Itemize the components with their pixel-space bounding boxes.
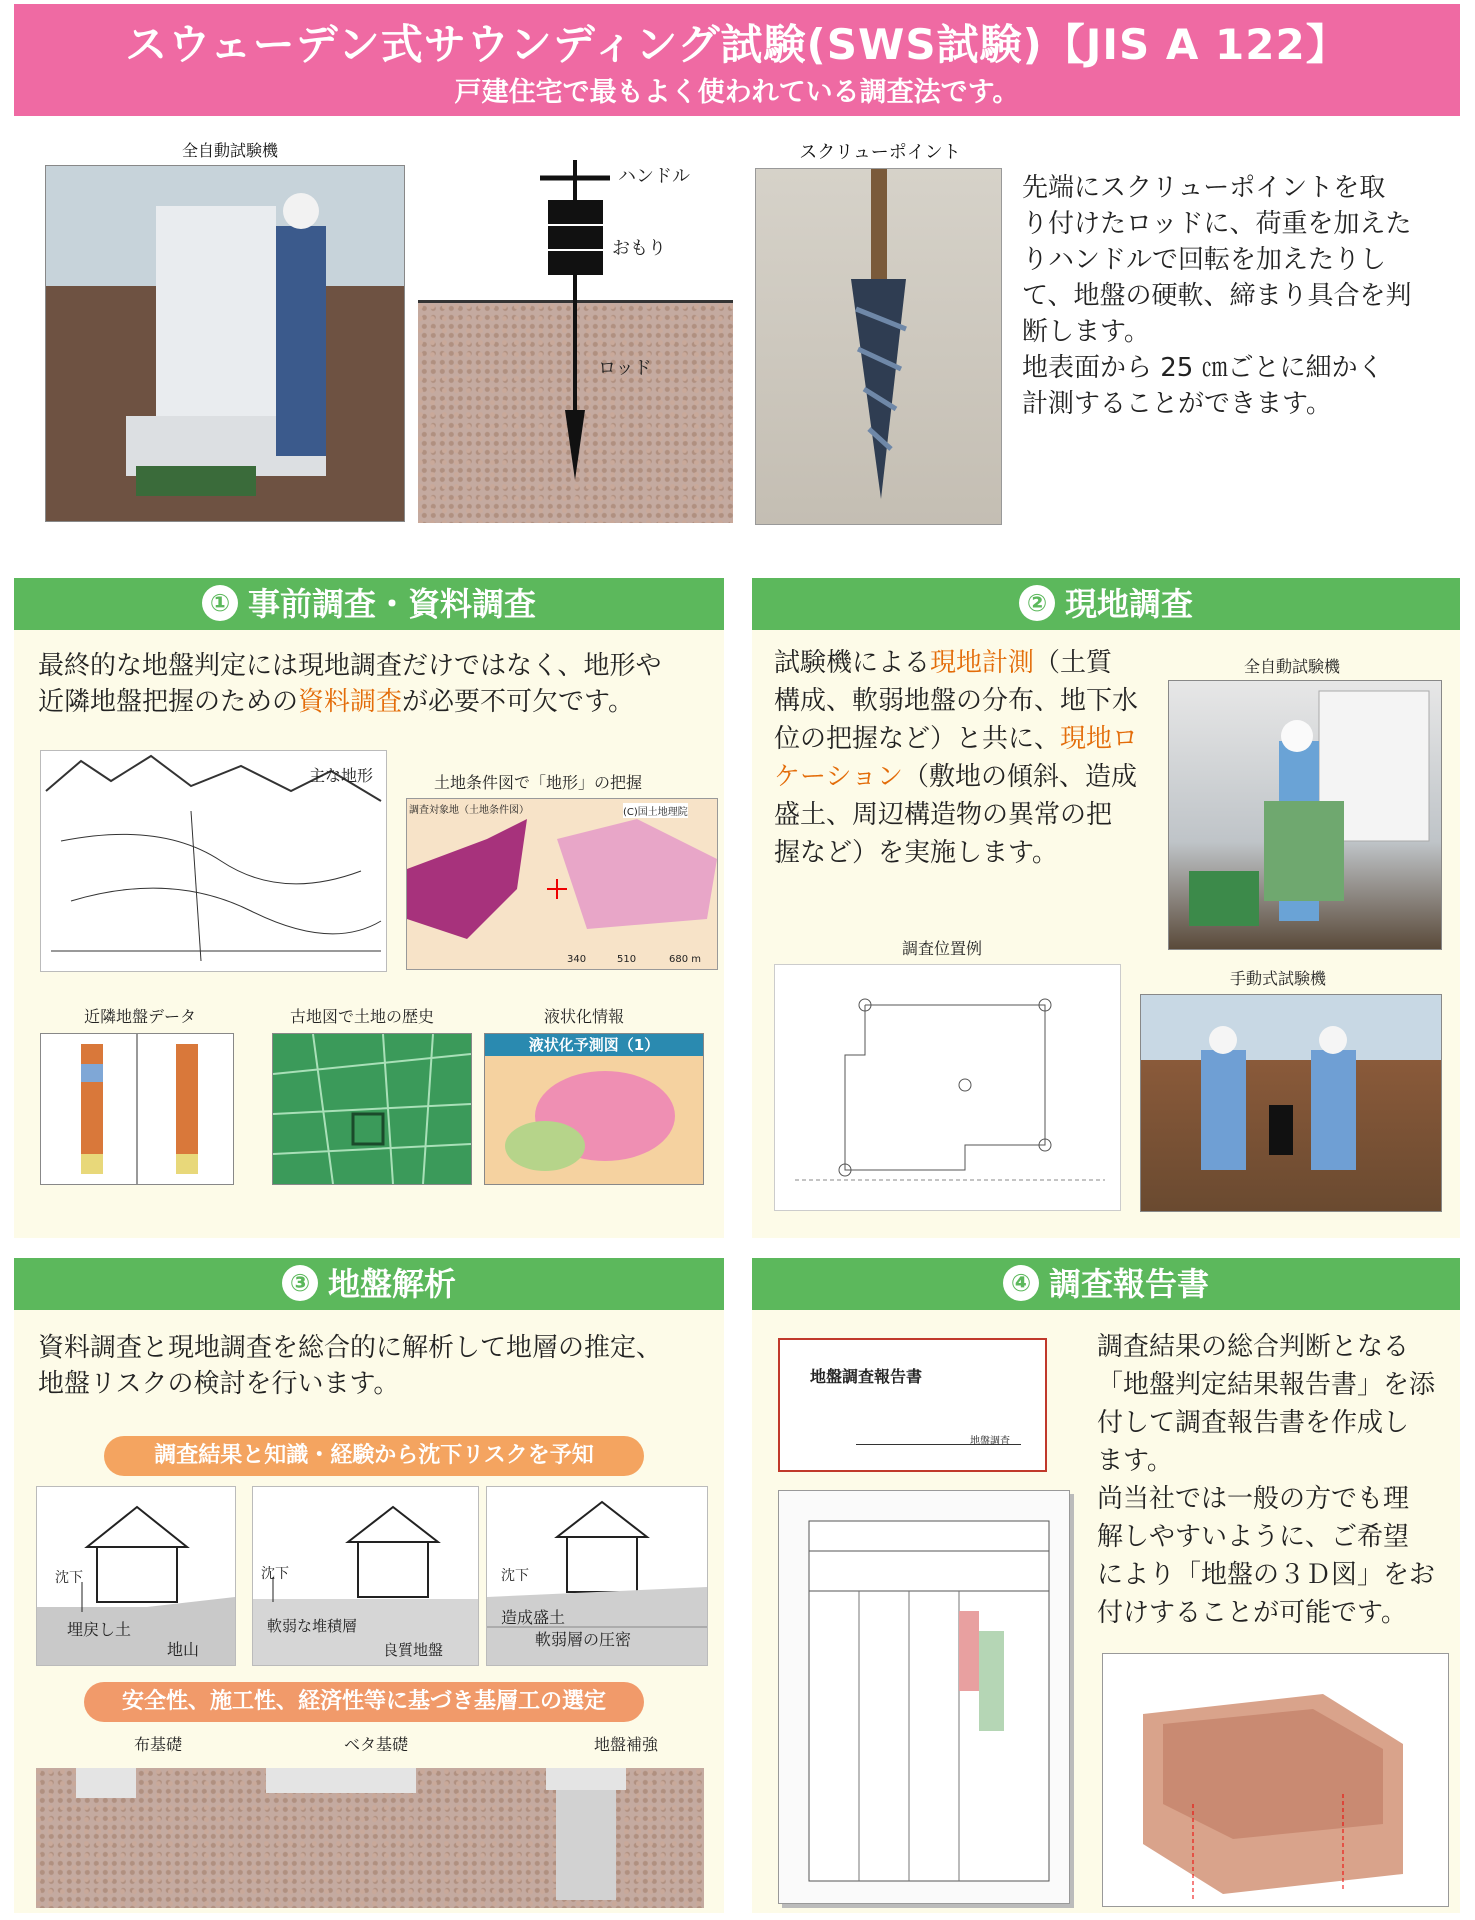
- landmap-credit: (C)国土地理院: [623, 803, 688, 818]
- section-3-panel: [14, 1258, 724, 1913]
- screw-caption: スクリューポイント: [799, 142, 961, 163]
- liquefaction-map-title: 液状化予測図（1）: [485, 1034, 703, 1056]
- old-map-drawing: [273, 1034, 471, 1184]
- terrain-label: 主な地形: [309, 766, 374, 785]
- field-auto-photo: [1168, 680, 1442, 950]
- land-condition-drawing: [407, 799, 717, 969]
- ground-3d-diagram: [1102, 1653, 1449, 1907]
- land-condition-map: [406, 798, 718, 970]
- section-3-header: ③ 地盤解析: [14, 1258, 724, 1310]
- desc-line: りハンドルで回転を加えたりし: [1022, 245, 1387, 275]
- section-3-text: 資料調査と現地調査を総合的に解析して地層の推定、 地盤リスクの検討を行います。: [38, 1333, 663, 1399]
- case-2-b: 良質地盤: [383, 1641, 444, 1659]
- risk-banner: 調査結果と知識・経験から沈下リスクを予知: [104, 1436, 644, 1476]
- section-1-panel: [14, 578, 724, 1238]
- scale-510: 510: [617, 954, 637, 965]
- scale-340: 340: [567, 954, 587, 965]
- liquefaction-drawing: [485, 1056, 703, 1184]
- desc-line: り付けたロッドに、荷重を加えた: [1022, 209, 1412, 239]
- desc-line: 断します。: [1022, 317, 1150, 347]
- case-3-b: 軟弱層の圧密: [535, 1630, 632, 1649]
- auto-tester-photo: [45, 165, 405, 522]
- screw-point-illustration: [756, 169, 1001, 524]
- case-3-sink: 沈下: [501, 1568, 529, 1584]
- section-4-header: ④ 調査報告書: [752, 1258, 1460, 1310]
- section-2-panel: [752, 578, 1460, 1238]
- page-subtitle: 戸建住宅で最もよく使われている調査法です。: [454, 77, 1020, 108]
- foundation-banner: 安全性、施工性、経済性等に基づき基層工の選定: [84, 1682, 644, 1722]
- section-1-header: ① 事前調査・資料調査: [14, 578, 724, 630]
- scale-680: 680 m: [669, 954, 702, 965]
- rod-label: ロッド: [598, 358, 652, 379]
- mat-foundation-label: ベタ基礎: [344, 1735, 409, 1754]
- auto-tester-illustration: [46, 166, 404, 521]
- nearby-soil-columns: [40, 1033, 234, 1185]
- survey-position-plan: [774, 964, 1121, 1211]
- survey-plan-drawing: [775, 965, 1120, 1210]
- report-cover-title: 地盤調査報告書: [810, 1367, 923, 1386]
- report-table-drawing: [779, 1491, 1069, 1903]
- report-cover-line: [856, 1444, 1021, 1445]
- case-2-sink: 沈下: [261, 1566, 289, 1582]
- case-1-a: 埋戻し土: [67, 1620, 132, 1639]
- nearby-data-label: 近隣地盤データ: [84, 1007, 197, 1026]
- report-cover: [778, 1338, 1047, 1472]
- handle-label: ハンドル: [618, 166, 690, 187]
- section-4-text: 調査結果の総合判断となる 「地盤判定結果報告書」を添 付して調査報告書を作成し ます。 尚当社では一般の方でも理 解しやすいように、ご希望 により「地盤の３Ｄ図」をお 付けすることが可能です。: [1097, 1332, 1436, 1628]
- desc-line: 地表面から 25 ㎝ごとに細かく: [1022, 353, 1384, 383]
- ground-reinforcement-label: 地盤補強: [594, 1735, 659, 1754]
- manual-tester-drawing: [1141, 995, 1441, 1211]
- strip-foundation-label: 布基礎: [134, 1735, 183, 1754]
- section-2-header: ② 現地調査: [752, 578, 1460, 630]
- liquefaction-label: 液状化情報: [544, 1007, 625, 1026]
- manual-tester-caption: 手動式試験機: [1230, 969, 1327, 988]
- machine-caption: 全自動試験機: [181, 141, 278, 160]
- desc-line: て、地盤の硬軟、締まり具合を判: [1022, 281, 1412, 311]
- case-2-a: 軟弱な堆積層: [267, 1617, 358, 1635]
- case-1-sink: 沈下: [55, 1570, 83, 1586]
- old-map-image: [272, 1033, 472, 1185]
- house-case-1: [36, 1486, 236, 1666]
- sws-apparatus-diagram: [520, 160, 740, 490]
- section-1-text: 最終的な地盤判定には現地調査だけではなく、地形や 近隣地盤把握のための資料調査が必要不可欠です。: [38, 651, 662, 717]
- case-3-a: 造成盛土: [501, 1608, 566, 1627]
- house-case-3: [486, 1486, 708, 1666]
- liquefaction-map: [484, 1033, 704, 1185]
- section-2-text: 試験機による現地計測（土質 構成、軟弱地盤の分布、地下水 位の把握など）と共に、現地ロ ケーション（敷地の傾斜、造成 盛土、周辺構造物の異常の把 握など）を実施します。: [774, 648, 1139, 868]
- house-case-2: [252, 1486, 479, 1666]
- landmap-sublabel: 調査対象地（土地条件図）: [409, 805, 529, 816]
- weight-label: おもり: [612, 238, 666, 259]
- page-title: スウェーデン式サウンディング試験(SWS試験)【JIS A 122】: [125, 20, 1349, 69]
- oldmap-label: 古地図で土地の歴史: [290, 1007, 435, 1026]
- section-4-panel: [752, 1258, 1460, 1913]
- auto-tester-caption: 全自動試験機: [1244, 657, 1341, 676]
- report-table-sheet: [778, 1490, 1070, 1904]
- ground-3d-drawing: [1103, 1654, 1448, 1906]
- landmap-label: 土地条件図で「地形」の把握: [434, 773, 643, 792]
- field-auto-drawing: [1169, 681, 1441, 949]
- plan-caption: 調査位置例: [902, 939, 983, 958]
- soil-column-drawing: [41, 1034, 233, 1184]
- case-1-b: 地山: [167, 1640, 200, 1659]
- page-header: [14, 4, 1460, 116]
- manual-tester-photo: [1140, 994, 1442, 1212]
- foundation-drawing: [36, 1768, 704, 1908]
- desc-line: 先端にスクリューポイントを取: [1022, 173, 1386, 203]
- desc-line: 計測することができます。: [1022, 389, 1332, 419]
- sws-description: [1022, 170, 1462, 422]
- report-cover-sub: 地盤調査: [970, 1436, 1010, 1447]
- screw-point-photo: [755, 168, 1002, 525]
- foundation-soil: [36, 1768, 704, 1908]
